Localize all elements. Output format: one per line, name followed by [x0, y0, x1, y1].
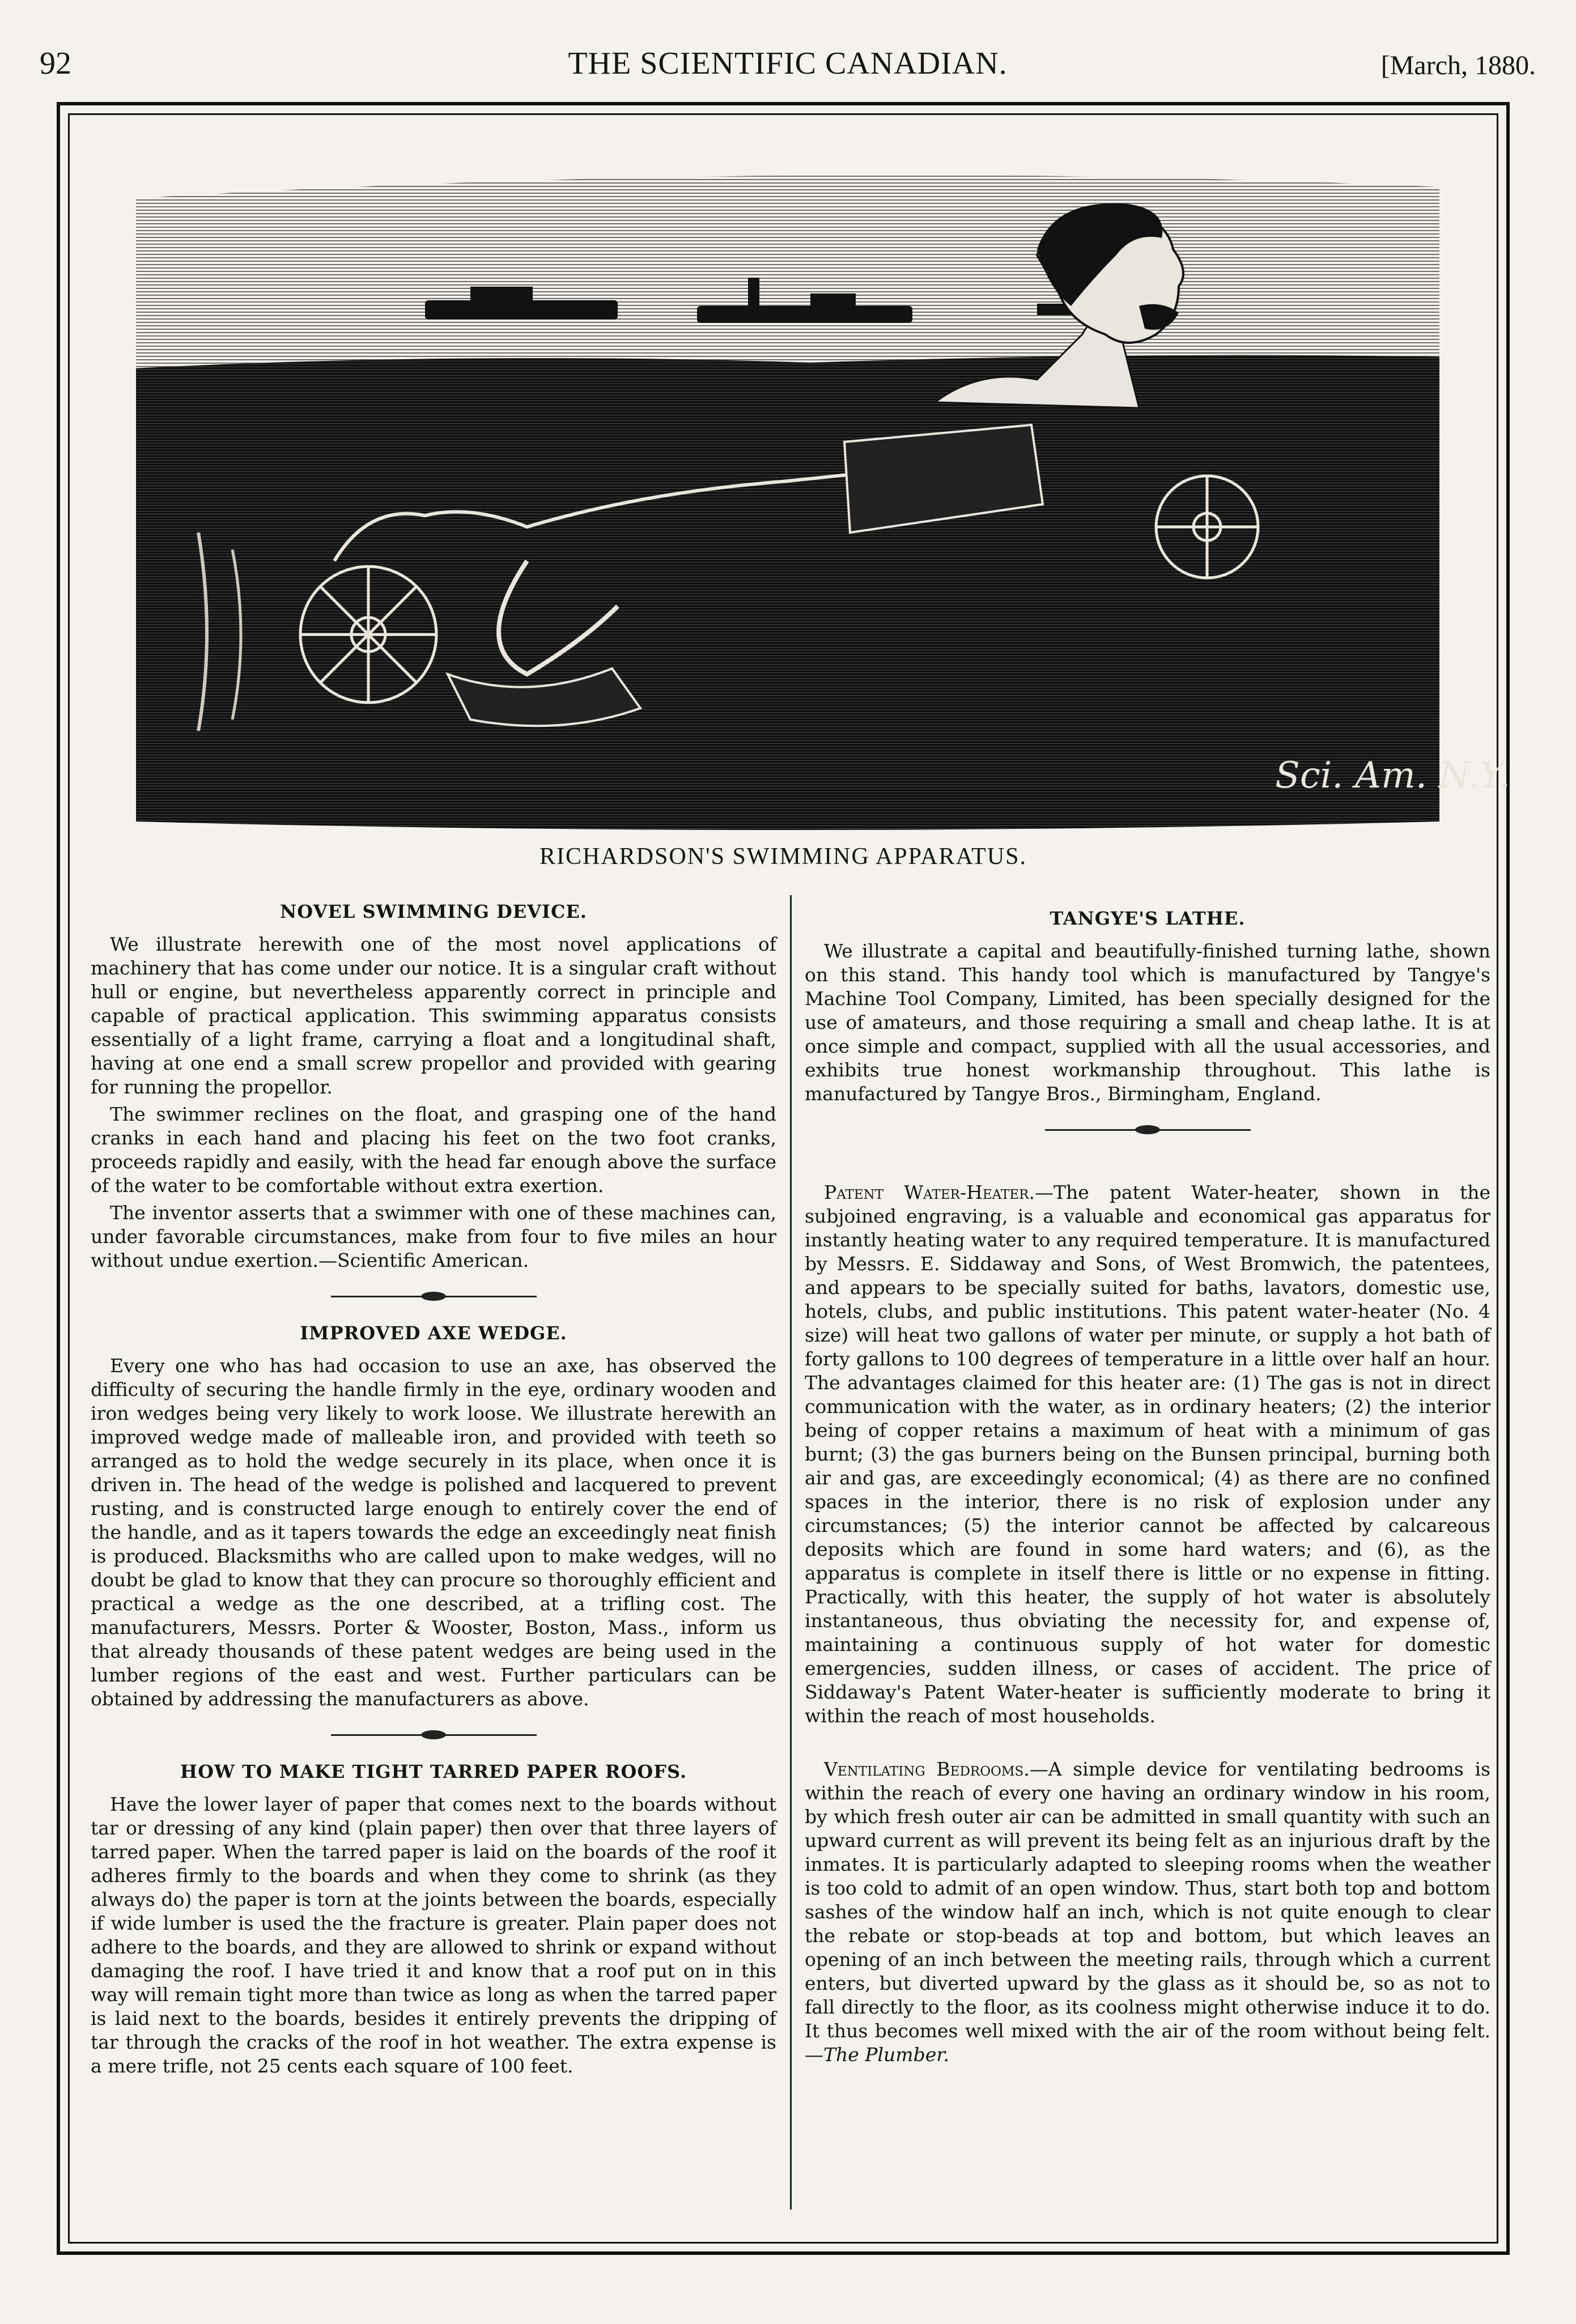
column-divider: [790, 895, 792, 2210]
section-ornament: [91, 1285, 776, 1308]
article-paragraph: We illustrate herewith one of the most novel applications of machinery that has come under our notice. It is a singular craft without hull or engine, but nevertheless apparently correct in principle and capable of practical application. This swimming apparatus consists essentially of a light frame, carrying a float and a longitudinal shaft, having at one end a small screw propellor and provided with gearing for running the propellor.: [91, 933, 776, 1098]
article-paragraph: Every one who has had occasion to use an axe, has observed the difficulty of securing the handle firmly in the eye, ordinary wooden and iron wedges being very likely to work loose. We illustrate herewith an improved wedge made of malleable iron, and provided with teeth so arranged as to hold the wedge securely in its place, when once it is driven in. The head of the wedge is polished and lacquered to prevent rusting, and is constructed large enough to entirely cover the end of the handle, and as it tapers towards the edge an exceedingly neat finish is produced. Blacksmiths who are called upon to make wedges, will no doubt be glad to know that they can procure so thoroughly efficient and practical a wedge as the one described, at a trifling cost. The manufacturers, Messrs. Porter & Wooster, Boston, Mass., inform us that already thousands of these patent wedges are being used in the lumber regions of the east and west. Further particulars can be obtained by addressing the manufacturers as above.: [91, 1355, 776, 1710]
article-paragraph: [805, 1181, 1490, 1728]
article-title: TANGYE'S LATHE.: [1050, 908, 1246, 929]
article-title: IMPROVED AXE WEDGE.: [300, 1322, 567, 1344]
running-head: [40, 45, 1536, 96]
article-body: —A simple device for ventilating bedrooms is within the reach of every one having an ordinary window in his room, by which fresh outer air can be admitted in small quantity with such an upward current as will prevent its being felt as an injurious draft by the inmates. It is particularly adapted to sleeping rooms when the weather is too cold to admit of an open window. Thus, start both top and bottom sashes of the window half an inch, which is not quite enough to clear the rebate or stop-beads at top and bottom, but which leaves an opening of an inch between the meeting rails, through which a current enters, but diverted upward by the glass as it should be, so as not to fall directly to the floor, as its coolness might otherwise induce it to do. It thus becomes well mixed with the air of the room without being felt.: [805, 1758, 1490, 2042]
page-number: 92: [40, 46, 71, 81]
article-paragraph: The inventor asserts that a swimmer with one of these machines can, under favorable circumstances, make from four to five miles an hour without undue exertion.—Scientific American.: [91, 1202, 776, 1271]
article-lead: Ventilating Bedrooms.: [824, 1758, 1030, 1780]
journal-title: THE SCIENTIFIC CANADIAN.: [568, 46, 1008, 81]
swimming-apparatus-engraving: [130, 164, 1511, 827]
engraver-signature: Sci. Am. N.Y.: [1275, 755, 1511, 797]
article-paragraph: The swimmer reclines on the float, and grasping one of the hand cranks in each hand and placing his feet on the two foot cranks, proceeds rapidly and easily, with the head far enough above the surface of the water to be comfortable without extra exertion.: [91, 1103, 776, 1197]
article-source: —The Plumber.: [805, 2044, 949, 2066]
article-title: HOW TO MAKE TIGHT TARRED PAPER ROOFS.: [180, 1761, 687, 1782]
left-column: [91, 895, 776, 2082]
section-ornament: [91, 1723, 776, 1746]
article-lead: Patent Water-Heater.: [824, 1181, 1035, 1203]
section-ornament: [805, 1118, 1490, 1141]
issue-date: [March, 1880.: [1380, 50, 1536, 80]
article-paragraph: We illustrate a capital and beautifully-finished turning lathe, shown on this stand. This handy tool which is manufactured by Tangye's Machine Tool Company, Limited, has been specially designed for the use of amateurs, and those requiring a small and cheap lathe. It is at once simple and compact, supplied with all the usual accessories, and exhibits true honest workmanship throughout. This lathe is manufactured by Tangye Bros., Birmingham, England.: [805, 940, 1490, 1105]
illustration-caption: RICHARDSON'S SWIMMING APPARATUS.: [539, 844, 1027, 870]
article-title: NOVEL SWIMMING DEVICE.: [280, 901, 587, 922]
article-body: —The patent Water-heater, shown in the subjoined engraving, is a valuable and economical gas apparatus for instantly heating water to any required temperature. It is manufactured by Messrs. E. Siddaway and Sons, of West Bromwich, the patentees, and appears to be specially suited for baths, lavators, domestic use, hotels, clubs, and public institutions. This patent water-heater (No. 4 size) will heat two gallons of water per minute, or supply a hot bath of forty gallons to 100 degrees of temperature in a little over half an hour. The advantages claimed for this heater are: (1) The gas is not in direct communication with the water, as in ordinary heaters; (2) the interior being of copper retains a maximum of heat with a minimum of gas burnt; (3) the gas burners being on the Bunsen principal, burning both air and gas, are exceedingly economical; (4) as there are no confined spaces in the interior, there is no risk of explosion under any circumstances; (5) the interior cannot be affected by calcareous deposits which are found in some hard waters; and (6), as the apparatus is complete in itself there is little or no expense in fitting. Practically, with this heater, the supply of hot water is absolutely instantaneous, thus obviating the necessity for, and expense of, maintaining a continuous supply of hot water for domestic emergencies, sudden illness, or cases of accident. The price of Siddaway's Patent Water-heater is sufficiently moderate to bring it within the reach of most households.: [805, 1181, 1490, 1727]
right-column: [805, 895, 1490, 2070]
article-paragraph: [805, 1757, 1490, 2067]
article-paragraph: Have the lower layer of paper that comes next to the boards without tar or dressing of any kind (plain paper) then over that three layers of tarred paper. When the tarred paper is laid on the boards of the roof it adheres firmly to the boards and when they come to shrink (as they always do) the paper is torn at the joints between the boards, especially if wide lumber is used the the fracture is greater. Plain paper does not adhere to the boards, and they are allowed to shrink or expand without damaging the roof. I have tried it and know that a roof put on in this way will remain tight more than twice as long as when the tarred paper is laid next to the boards, besides it entirely prevents the dripping of tar through the cracks of the roof in hot weather. The extra expense is a mere trifle, not 25 cents each square of 100 feet.: [91, 1793, 776, 2077]
